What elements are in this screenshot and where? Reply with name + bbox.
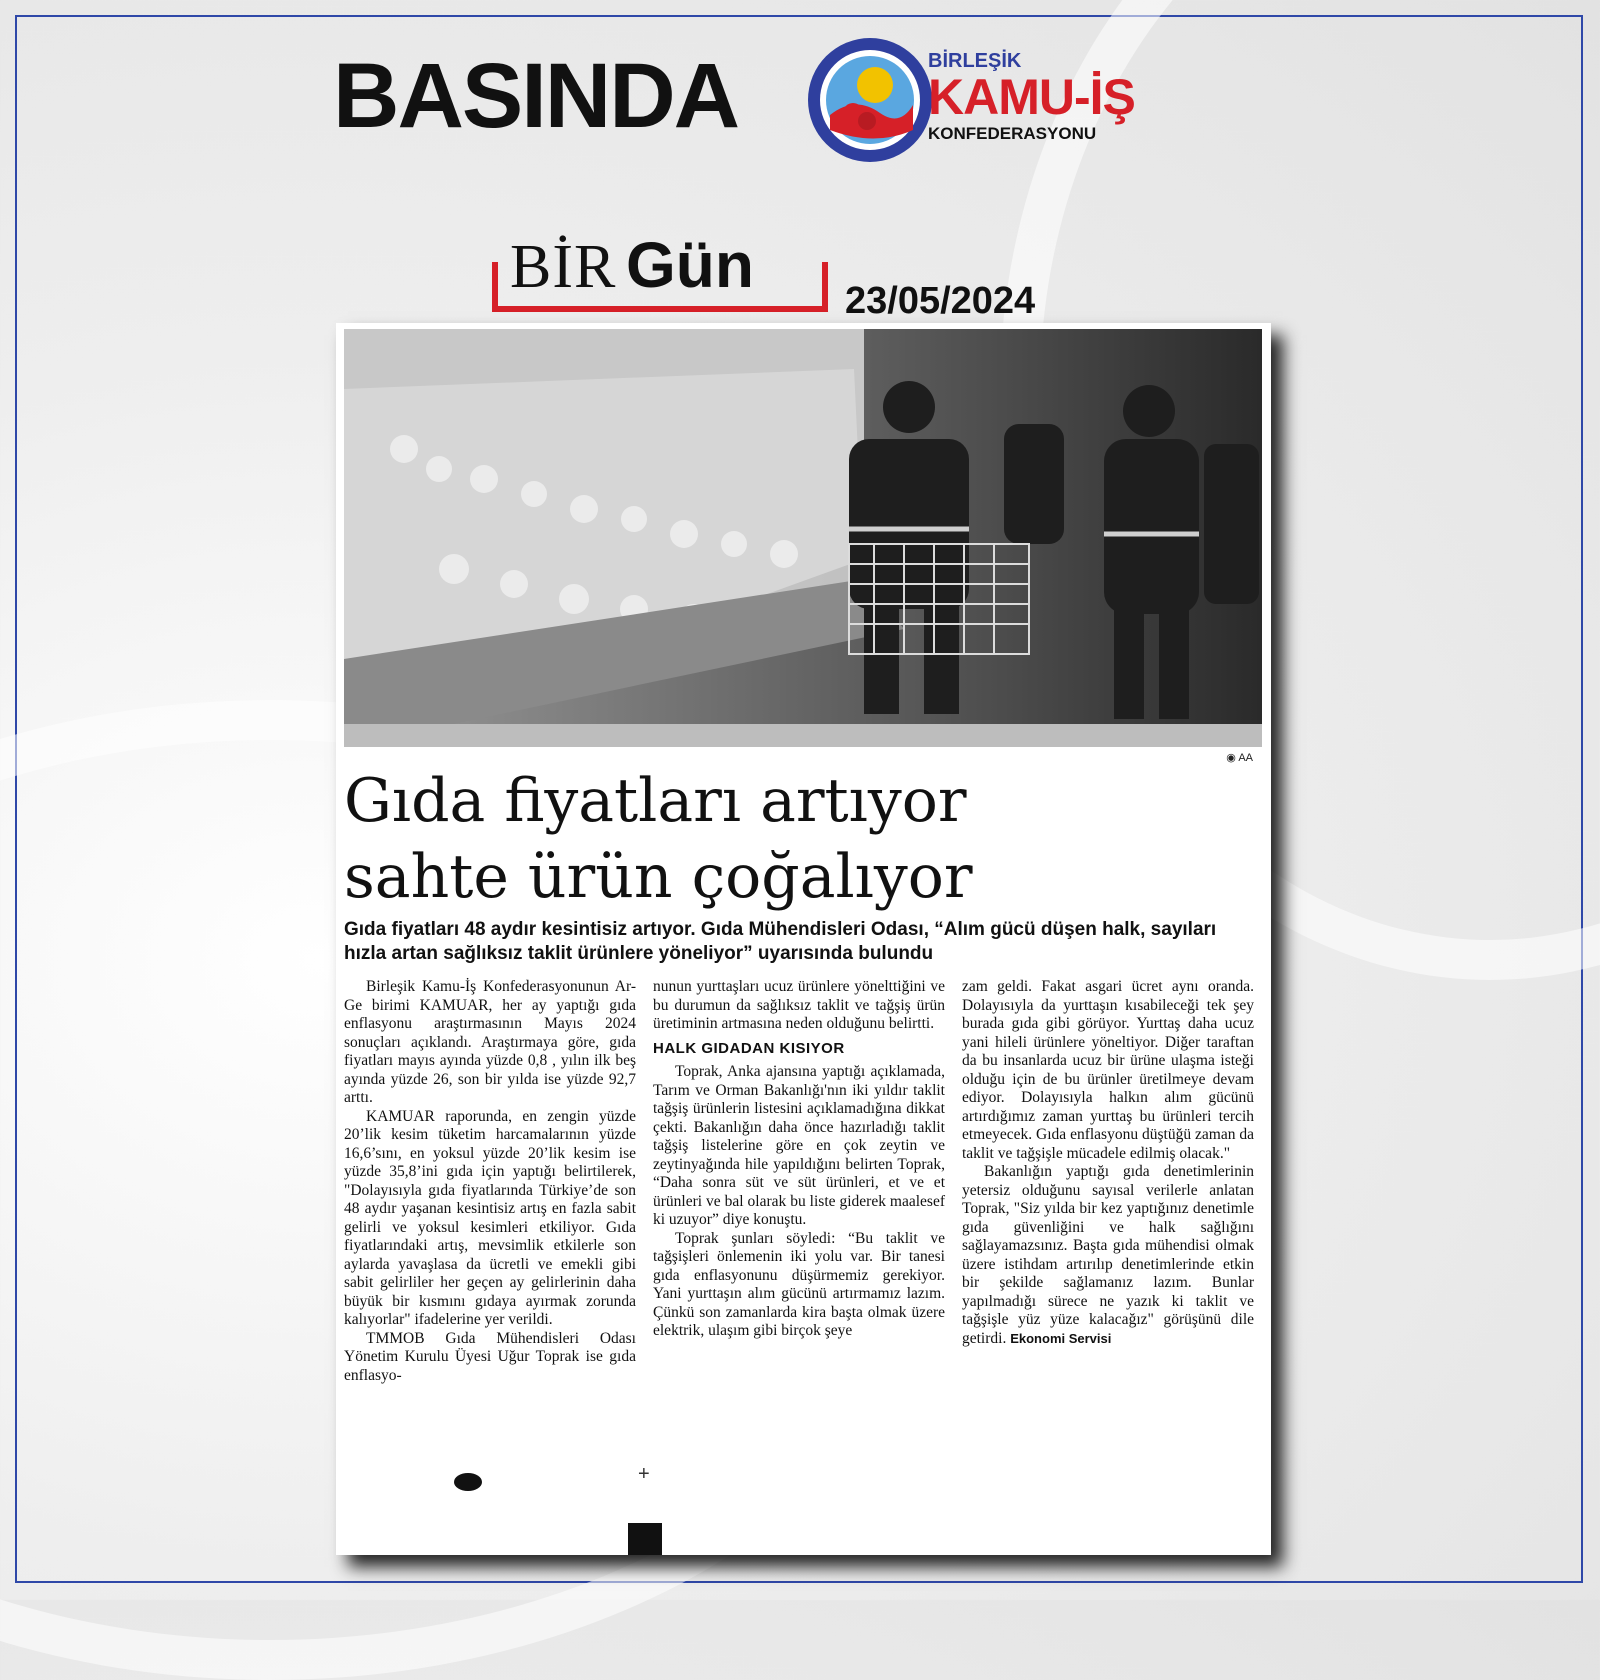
byline: Ekonomi Servisi bbox=[1010, 1330, 1112, 1346]
article-column-1 bbox=[344, 978, 636, 1385]
paragraph: zam geldi. Fakat asgari ücret aynı oranda. Dolayısıyla da yurttaşın kısabileceği tek şey burada gıda gibi görüyor. Yurttaş daha ucuz yani hileli ürünlere yöneltiyor. Diğer taraftan da bu insanlarda ucuz bir ürüne ulaşma isteği olduğu için de bu ürünler üretilmeye devam ediyor. Dolayısıyla halkın alım gücünü artırdığımız zaman yurttaş bu ürünleri tercih etmeyecek. Gıda enflasyonu düştüğü zaman da taklit ve tağşişle mücadele edilmiş olacak." bbox=[962, 978, 1254, 1162]
article-deck: Gıda fiyatları 48 aydır kesintisiz artıyor. Gıda Mühendisleri Odası, “Alım gücü düşen halk, sayıları hızla artan sağlıksız taklit ürünlere yöneliyor” uyarısında bulundu bbox=[344, 919, 1217, 964]
camera-icon: ◉ bbox=[1226, 752, 1239, 764]
org-name-top: BİRLEŞİK bbox=[928, 50, 1022, 72]
article-photo bbox=[344, 329, 1262, 747]
print-mark bbox=[628, 1523, 662, 1555]
paragraph: TMMOB Gıda Mühendisleri Odası Yönetim Kurulu Üyesi Uğur Toprak ise gıda enflasyo- bbox=[344, 1329, 636, 1384]
paragraph-with-byline bbox=[962, 1163, 1254, 1348]
org-name-sub: KONFEDERASYONU bbox=[928, 124, 1097, 143]
paragraph-text: Bakanlığın yaptığı gıda denetimlerinin yetersiz olduğunu sayısal verilerle anlatan Toprak, "Siz yılda bir kez yaptığınız denetimle gıda güvenliğini ve halk sağlığını sağlayamazsınız. Başta gıda mühendisi olmak üzere istihdam artırılıp denetimlerinde etkin bir şekilde sağlamanız lazım. Bunlar yapılmadığı sürece ne yazık ki taklit ve tağşişle yüz yüze kalacağız" görüşünü dile getirdi. bbox=[962, 1163, 1254, 1347]
paragraph: Birleşik Kamu-İş Konfederasyonunun Ar-Ge birimi KAMUAR, her ay yaptığı gıda enflasyonu araştırmasının Mayıs 2024 sonuçları açıklandı. Araştırmaya göre, gıda fiyatları mayıs ayında yüzde 0,8 , yılın ilk beş ayında yüzde 26, son bir yılda ise yüzde 92,7 arttı. bbox=[344, 978, 636, 1106]
paragraph: Toprak şunları söyledi: “Bu taklit ve tağşişleri önlemenin iki yolu var. Bir tanesi gıda enflasyonunu düşürmemiz gerekiyor. Yani yurttaşın alım gücünü artırmamız lazım. Çünkü son zamanlarda kira başta olmak üzere elektrik, ulaşım gibi birçok şeye bbox=[653, 1229, 945, 1339]
publication-name-part2: Gün bbox=[626, 229, 754, 301]
print-mark bbox=[454, 1473, 482, 1491]
org-logo-icon bbox=[805, 35, 935, 165]
paragraph: nunun yurttaşları ucuz ürünlere yönelttiğini ve bu durumun da sağlıksız taklit ve tağşiş ürün üretiminin artmasına neden olduğunu belirtti. bbox=[653, 978, 945, 1032]
paragraph: Toprak, Anka ajansına yaptığı açıklamada, Tarım ve Orman Bakanlığı'nın iki yıldır taklit tağşiş ürünlerin listesini açıklamadığına dikkat çekti. Bakanlığın daha önce hazırladığı taklit tağşiş listelerine göre en çok zeytin ve zeytinyağında hile yapıldığını belirten Toprak, “Daha sonra süt ve süt ürünleri, et ve et ürünleri ve bal olarak bu liste giderek maalesef ki uzuyor” diye konuştu. bbox=[653, 1063, 945, 1228]
newspaper-clipping bbox=[336, 323, 1271, 1555]
article-column-3 bbox=[962, 978, 1254, 1348]
paragraph: KAMUAR raporunda, en zengin yüzde 20’lik kesim tüketim harcamalarının yüzde 16,6’sını, en yoksul yüzde 20’lik kesim ise yüzde 35,8’ini gıda için yaptığı belirtilerek, "Dolayısıyla gıda fiyatlarında Türkiye’de son 48 aydır yaşanan kesintisiz artış en fazla sabit gelirli ve yoksul kesimleri etkiliyor. Gıda fiyatlarındaki artış, mevsimlik etkilerle son aylarda yavaşlasa da ücretli ve emekli gibi sabit gelirliler her geçen ay gelirlerinin daha büyük bir kısmını gıdaya ayırmak zorunda kalıyorlar" ifadelerine yer verildi. bbox=[344, 1107, 636, 1328]
header-title: BASINDA bbox=[333, 45, 739, 147]
publication-logo bbox=[492, 229, 828, 316]
article-headline bbox=[344, 763, 1262, 915]
org-name-main: KAMU-İŞ bbox=[928, 69, 1135, 125]
article-column-2 bbox=[653, 978, 945, 1341]
headline-line-2: sahte ürün çoğalıyor bbox=[344, 842, 973, 912]
print-crosshair: + bbox=[638, 1463, 650, 1485]
article-subhead: HALK GIDADAN KISIYOR bbox=[653, 1039, 845, 1057]
headline-line-1: Gıda fiyatları artıyor bbox=[344, 766, 967, 836]
publication-name-part1: BİR bbox=[510, 233, 617, 301]
photo-credit-text: AA bbox=[1238, 752, 1253, 764]
publication-date: 23/05/2024 bbox=[845, 280, 1036, 322]
